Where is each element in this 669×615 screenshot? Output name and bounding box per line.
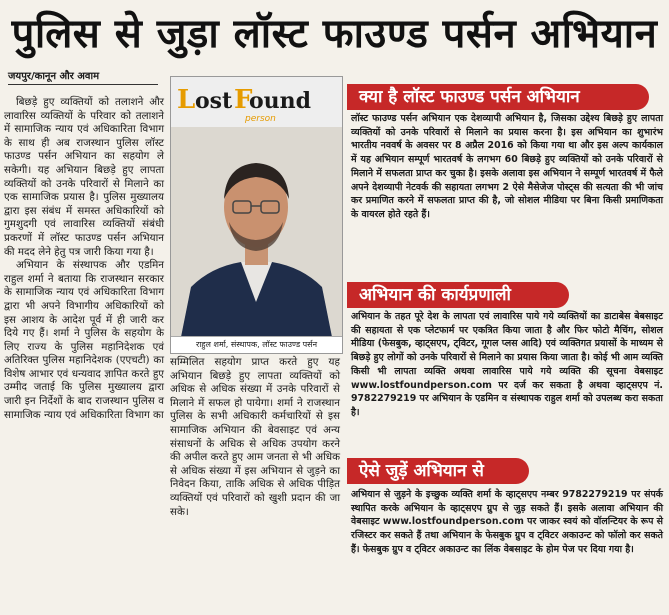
svg-text:F: F [234,85,253,115]
founder-photo [171,127,342,337]
section-title-process: अभियान की कार्यप्रणाली [347,282,569,308]
paragraph: अभियान के संस्थापक और एडमिन राहुल शर्मा ने बताया कि राजस्थान सरकार के सामाजिक न्याय एवं अधिकारिता विभाग द्वारा भी अपने विभागीय अधिकारियों को इस आशय के आदेश पूर्व में ही जारी कर दिये गए हैं। शर्मा ने पुलिस के सहयोग के लिए राज्य के पुलिस महानिदेशक एवं अतिरिक्त पुलिस महानिदेशक (एएचटी) का विशेष आभार एवं धन्यवाद ज्ञापित करते हुए उम्मीद जताई कि पुलिस मुख्यालय द्वारा जारी इन निर्देशों के बाद राजस्थान पुलिस व सामाजिक न्याय एवं अधिकारिता विभाग का [4,259,164,421]
svg-text:L: L [177,85,196,115]
lost-found-logo [175,81,312,125]
paragraph: बिछड़े हुए व्यक्तियों को तलाशने और लावारिस व्यक्तियों के परिवार को तलाशने में सामाजिक न्याय एवं अधिकारिता विभाग के साथ ही अब राजस्थान पुलिस लॉस्ट फाउण्ड पर्सन अभियान का सहयोग ले सकेगी। यह अभियान बिछड़े हुए लापता व्यक्तियों को उनके परिवारों से मिलाने का एक सामाजिक प्रयास है। पुलिस मुख्यालय द्वारा इस संबंध में समस्त अधिकारियों को गुमशुदगी एवं लावारिस व्यक्तियों संबंधी प्रकरणों में लॉस्ट फाउण्ड पर्सन अभियान की मदद लेने हेतु पत्र जारी किया गया है। [4,96,164,258]
svg-text:person: person [245,114,276,124]
svg-text:ound: ound [249,88,312,114]
section-body-what-is: लॉस्ट फाउण्ड पर्सन अभियान एक देशव्यापी अभियान है, जिसका उद्देश्य बिछड़े हुए लापता व्यक्तियों को उनके परिवारों से मिलाने का प्रयास करना है। इस अभियान का शुभारंभ भारतीय नववर्ष के अवसर पर 8 अप्रैल 2016 को किया गया था और इस अल्प कार्यकाल में यह अभियान सम्पूर्ण भारतवर्ष के लगभग 60 बिछड़े हुए व्यक्तियों को उनके परिवारों से मिलाने में सफलता प्राप्त कर चुका है। इसके अलावा इस अभियान ने सम्पूर्ण भारतवर्ष में फैले अपने देशव्यापी नेटवर्क की सहायता लगभग 2 ऐसे मैसेजेज पोस्ट्स की सत्यता की भी जांच कर प्रमाणित करने में सफलता प्राप्त की है, जो सोशल मीडिया पर बिना किसी प्रमाणिकता के वायरल होते रहते हैं। [351,113,663,220]
section-title-what-is: क्या है लॉस्ट फाउण्ड पर्सन अभियान [347,84,649,110]
byline: जयपुर/कानून और अवाम [8,68,158,85]
photo-caption: राहुल शर्मा, संस्थापक, लॉस्ट फाउण्ड पर्सन [171,336,342,353]
article-column-1 [4,96,164,615]
paragraph: सम्मिलित सहयोग प्राप्त करते हुए यह अभियान बिछड़े हुए लापता व्यक्तियों को अधिक से अधिक संख्या में उनके परिवारों से मिलाने में सफल हो पायेगा। शर्मा ने राजस्थान पुलिस के सभी अधिकारी कर्मचारियों से इस सामाजिक अभियान की बेवसाइट एवं अन्य संसाधनों के अधिक से अधिक उपयोग करने की अपील करते हुए आम जनता से भी अधिक से अधिक संख्या में इस अभियान से जुड़ने का निवेदन किया, ताकि अधिक से अधिक पीड़ित व्यक्तियों एवं परिवारों को खुशी प्रदान की जा सके। [170,356,340,518]
photo-box [170,76,343,354]
section-body-process: अभियान के तहत पूरे देश के लापता एवं लावारिस पाये गये व्यक्तियों का डाटाबेस बेबसाइट की सहायता से एक प्लेटफार्म पर एकत्रित किया जाता है और फिर फोटो मैचिंग, सोशल मीडिया (फेसबुक, व्हाट्सएप, ट्विटर, गूगल प्लस आदि) एवं व्यक्तिगत प्रयासों के माध्यम से बिछड़े हुए लोगों को उनके परिवारों से मिलाने का प्रयास किया जाता है। कोई भी आम व्यक्ति किसी भी लापता व्यक्ति अथवा लावारिस पाये गये व्यक्ति की सूचना वेबसाइट www.lostfoundperson.com पर दर्ज कर सकता है अथवा व्हाट्सएप नं. 9782279219 पर अभियान के एडमिन व संस्थापक राहुल शर्मा को उपलब्ध करा सकता है। [351,311,663,418]
article-column-2 [170,356,340,615]
section-title-join: ऐसे जुड़ें अभियान से [347,458,529,484]
headline: पुलिस से जुड़ा लॉस्ट फाउण्ड पर्सन अभियान [11,10,658,57]
svg-text:ost: ost [195,88,233,114]
section-body-join: अभियान से जुड़ने के इच्छुक व्यक्ति शर्मा के व्हाट्सएप नम्बर 9782279219 पर संपर्क स्थापित करके अभियान के व्हाट्सएप ग्रुप से जुड़ सकते हैं। इसके अलावा अभियान की वेबसाइट www.lostfoundperson.com पर जाकर स्वयं को वॉलन्टियर के रूप से रजिस्टर कर सकते हैं तथा अभियान के फेसबुक ग्रुप व ट्विटर अकाउन्ट को फॉलो कर सकते हैं। फेसबुक ग्रुप व ट्विटर अकाउन्ट का लिंक वेबसाइट के होम पेज पर दिया गया है। [351,489,664,555]
